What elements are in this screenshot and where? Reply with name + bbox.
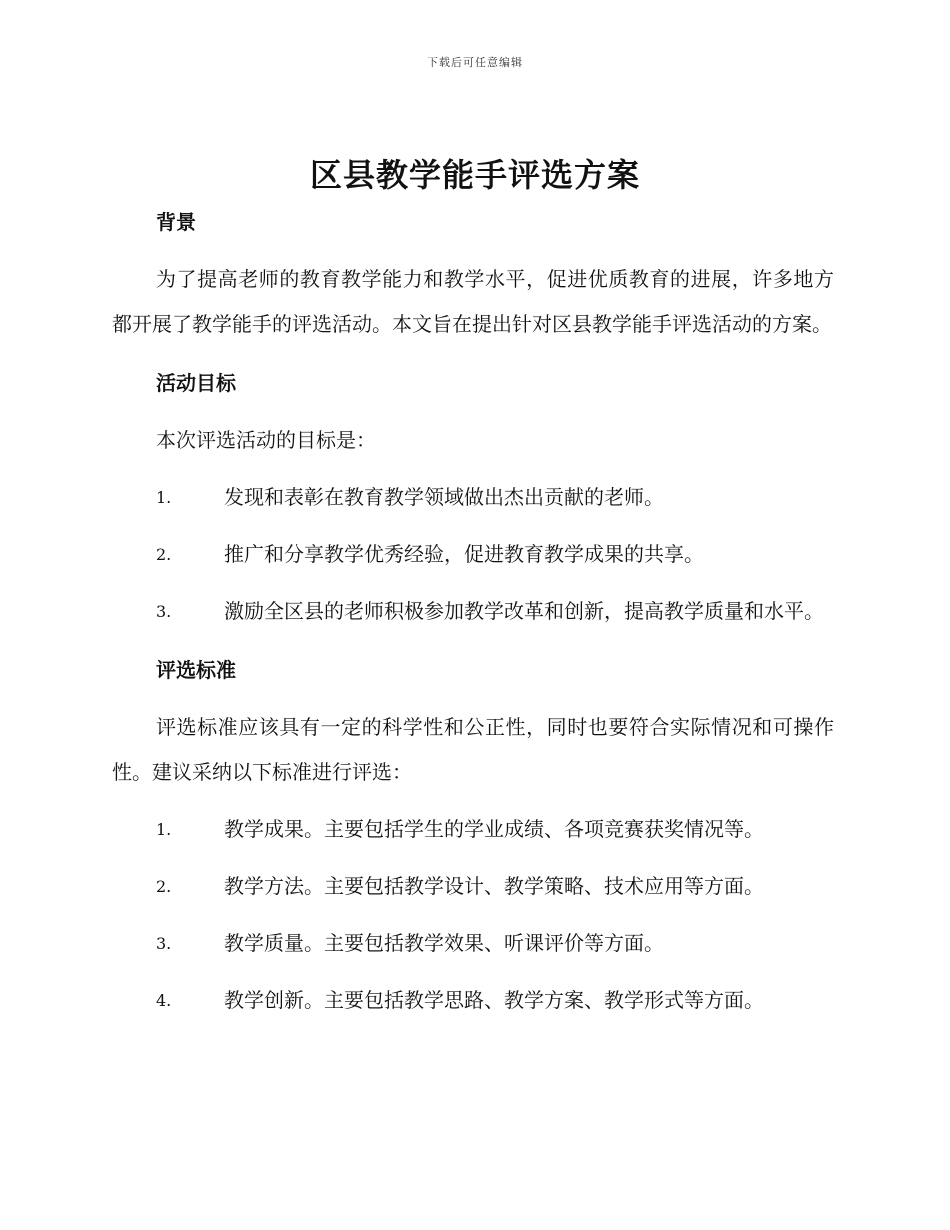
goals-list-item [112, 475, 834, 520]
section-heading-goals: 活动目标 [156, 371, 236, 395]
goals-list-item [112, 589, 834, 634]
list-text: 发现和表彰在教育教学领域做出杰出贡献的老师。 [224, 485, 664, 509]
document-title: 区县教学能手评选方案 [309, 156, 640, 194]
background-paragraph: 为了提高老师的教育教学能力和教学水平，促进优质教育的进展，许多地方都开展了教学能手的评选活动。本文旨在提出针对区县教学能手评选活动的方案。 [112, 267, 834, 336]
criteria-list-item [112, 864, 834, 909]
list-number: 3. [156, 602, 172, 621]
document-body [112, 200, 834, 1023]
list-number: 2. [156, 877, 172, 896]
criteria-intro: 评选标准应该具有一定的科学性和公正性，同时也要符合实际情况和可操作性。建议采纳以下标准进行评选： [112, 715, 834, 784]
list-number: 1. [156, 820, 172, 839]
list-text: 教学质量。主要包括教学效果、听课评价等方面。 [224, 931, 664, 955]
list-text: 教学方法。主要包括教学设计、教学策略、技术应用等方面。 [224, 874, 764, 898]
criteria-list-item [112, 921, 834, 966]
section-heading-criteria: 评选标准 [156, 658, 236, 682]
list-text: 教学创新。主要包括教学思路、教学方案、教学形式等方面。 [224, 988, 764, 1012]
criteria-list-item [112, 807, 834, 852]
list-number: 2. [156, 545, 172, 564]
goals-intro: 本次评选活动的目标是： [156, 428, 376, 452]
page-header-note: 下载后可任意编辑 [427, 56, 523, 69]
criteria-list-item [112, 978, 834, 1023]
list-number: 3. [156, 934, 172, 953]
list-text: 激励全区县的老师积极参加教学改革和创新，提高教学质量和水平。 [224, 599, 824, 623]
list-text: 教学成果。主要包括学生的学业成绩、各项竞赛获奖情况等。 [224, 817, 764, 841]
section-heading-background: 背景 [156, 210, 196, 234]
list-text: 推广和分享教学优秀经验，促进教育教学成果的共享。 [224, 542, 704, 566]
list-number: 1. [156, 488, 172, 507]
list-number: 4. [156, 991, 172, 1010]
goals-list-item [112, 532, 834, 577]
